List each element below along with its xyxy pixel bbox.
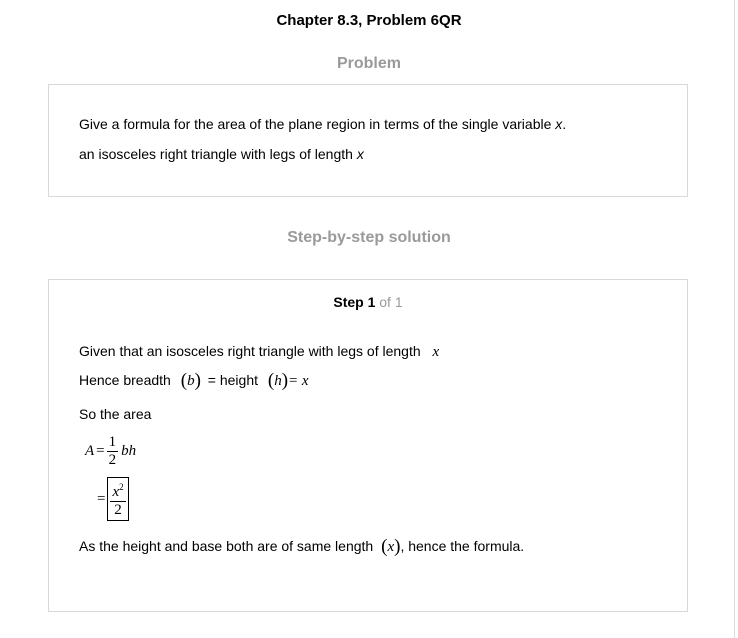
area-lhs: A xyxy=(85,443,95,460)
fraction-x-squared-over-2 xyxy=(110,479,125,519)
given-line xyxy=(79,343,439,361)
problem-box xyxy=(48,84,688,197)
area-equals-1: = xyxy=(96,443,105,460)
equals-x: = x xyxy=(288,373,309,389)
conclusion-end: , hence the formula. xyxy=(400,538,525,554)
boxed-answer xyxy=(107,477,128,521)
given-variable: x xyxy=(432,344,440,360)
conclusion-line xyxy=(79,536,524,558)
conclusion-expression: (x) xyxy=(381,536,401,557)
problem-region-text: an isosceles right triangle with legs of length xyxy=(79,146,357,162)
numerator-x: x xyxy=(112,484,120,500)
hence-line xyxy=(79,370,309,392)
problem-region-variable: x xyxy=(356,146,364,162)
so-area-line: So the area xyxy=(79,406,152,422)
conclusion-text: As the height and base both are of same length xyxy=(79,538,374,554)
step-label xyxy=(49,294,687,310)
area-formula-line1 xyxy=(85,434,136,469)
given-text: Given that an isosceles right triangle with legs of length xyxy=(79,343,421,359)
breadth-expression: (b) xyxy=(180,370,201,391)
fraction-one-half xyxy=(107,434,119,469)
problem-statement-text: Give a formula for the area of the plane region in terms of the single variable xyxy=(79,116,556,132)
fraction-one-half-numerator: 1 xyxy=(108,434,117,450)
fraction-x-squared-numerator xyxy=(110,479,125,501)
conclusion-variable: x xyxy=(387,539,395,555)
fraction-x-squared-denominator: 2 xyxy=(110,501,125,519)
page-title: Chapter 8.3, Problem 6QR xyxy=(276,12,462,29)
page-right-rule xyxy=(734,0,735,638)
step-count: of 1 xyxy=(379,294,403,310)
bh-term: bh xyxy=(121,443,137,460)
breadth-variable: b xyxy=(187,373,195,389)
problem-variable-x: x xyxy=(555,116,563,132)
hence-text: Hence breadth xyxy=(79,372,171,388)
problem-statement xyxy=(79,116,566,132)
problem-statement-end: . xyxy=(562,116,567,132)
area-formula-line2 xyxy=(97,477,129,521)
solution-box xyxy=(48,279,688,612)
solution-heading: Step-by-step solution xyxy=(287,229,451,246)
area-equals-2: = xyxy=(97,490,106,507)
step-number: Step 1 xyxy=(333,294,376,310)
height-variable: h xyxy=(274,373,282,389)
problem-region xyxy=(79,146,364,162)
numerator-exponent: 2 xyxy=(119,482,124,492)
height-expression: (h) xyxy=(267,370,289,391)
equals-height-text: = height xyxy=(207,372,258,388)
fraction-one-half-denominator: 2 xyxy=(108,452,117,468)
problem-heading: Problem xyxy=(336,55,401,72)
